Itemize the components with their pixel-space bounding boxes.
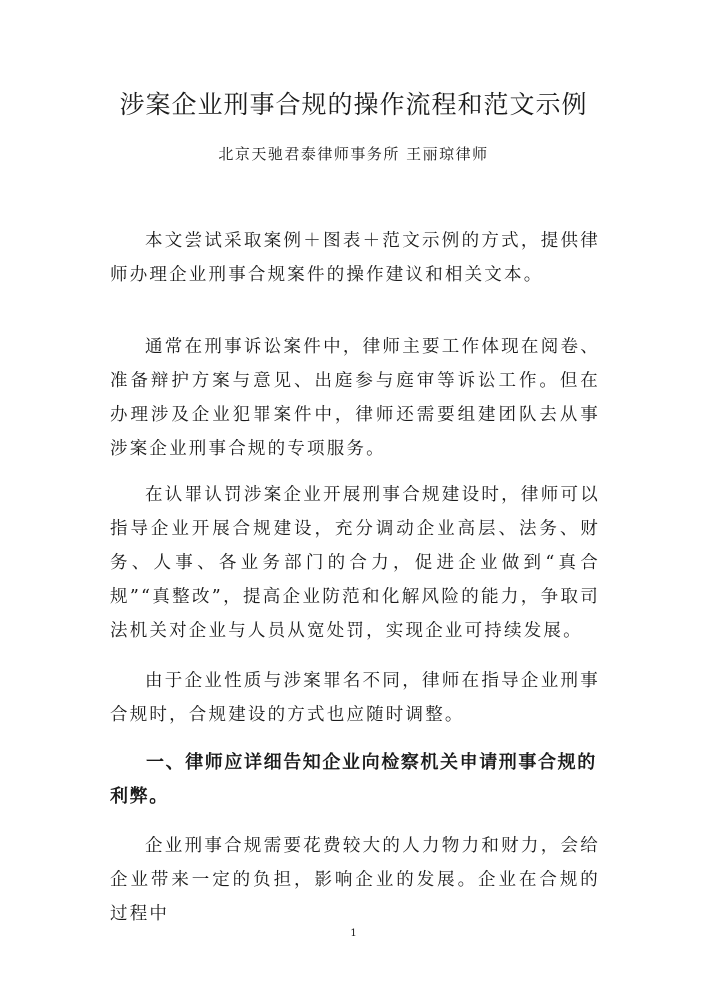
section-heading: 一、律师应详细告知企业向检察机关申请刑事合规的利弊。 bbox=[110, 752, 597, 807]
document-title: 涉案企业刑事合规的操作流程和范文示例 bbox=[119, 90, 588, 119]
body-paragraph-1: 通常在刑事诉讼案件中，律师主要工作体现在阅卷、准备辩护方案与意见、出庭参与庭审等诉讼工作。但在办理涉及企业犯罪案件中，律师还需要组建团队去从事涉案企业刑事合规的专项服务。 bbox=[110, 337, 600, 459]
section-paragraph: 企业刑事合规需要花费较大的人力物力和财力，会给企业带来一定的负担，影响企业的发展。企业在合规的过程中 bbox=[110, 836, 600, 924]
body-paragraph-3: 由于企业性质与涉案罪名不同，律师在指导企业刑事合规时，合规建设的方式也应随时调整。 bbox=[110, 671, 600, 725]
page-number: 1 bbox=[350, 928, 357, 939]
body-paragraph-2: 在认罪认罚涉案企业开展刑事合规建设时，律师可以指导企业开展合规建设，充分调动企业高层、法务、财务、人事、各业务部门的合力，促进企业做到“真合规”“真整改”，提高企业防范和化解风险的能力，争取司法机关对企业与人员从宽处罚，实现企业可持续发展。 bbox=[110, 485, 600, 641]
document-author: 北京天驰君泰律师事务所 王丽琼律师 bbox=[218, 145, 489, 163]
intro-paragraph: 本文尝试采取案例＋图表＋范文示例的方式，提供律师办理企业刑事合规案件的操作建议和相关文本。 bbox=[110, 231, 600, 285]
